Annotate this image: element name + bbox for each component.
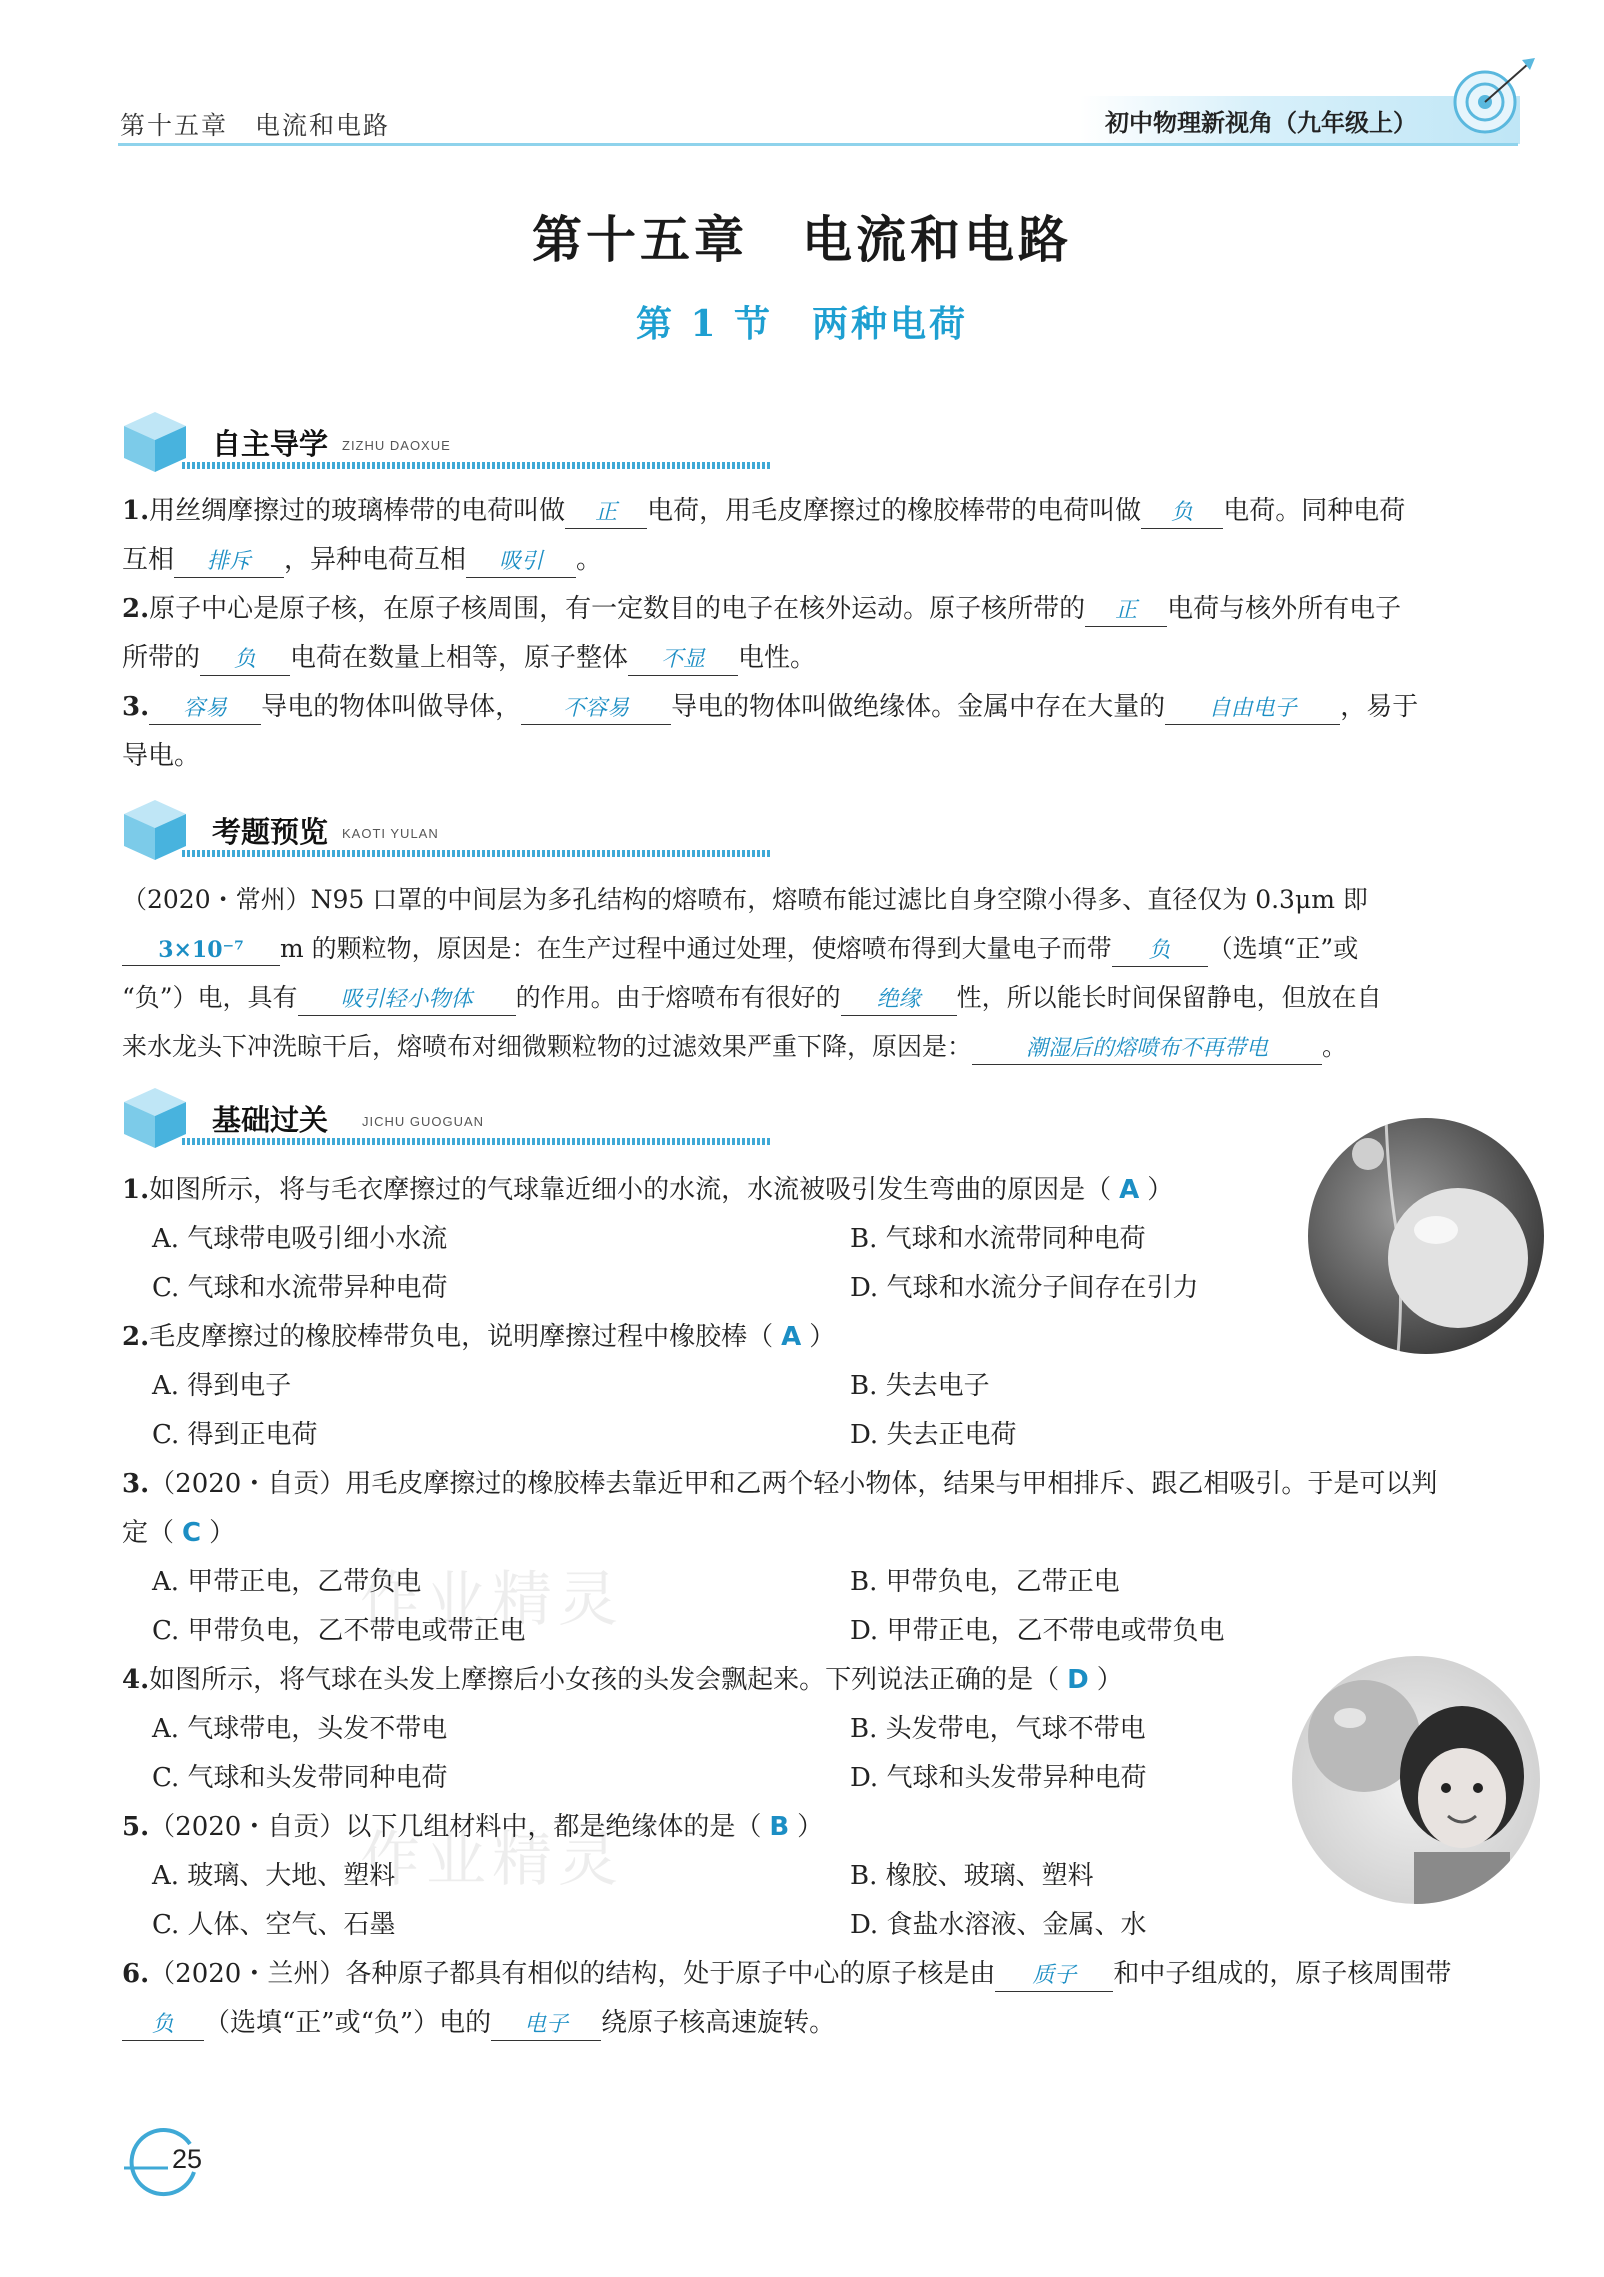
- option-b: B. 甲带负电，乙带正电: [850, 1567, 1120, 1597]
- question-number: 1.: [122, 496, 150, 526]
- section-heading-pinyin: JICHU GUOGUAN: [362, 1114, 485, 1129]
- question-text: 电性。: [738, 643, 817, 673]
- target-logo-icon: [1440, 52, 1540, 152]
- option-c: C. 气球和水流带异种电荷: [152, 1273, 448, 1303]
- section-heading-text: 基础过关: [212, 1103, 329, 1137]
- option-a: A. 气球带电吸引细小水流: [152, 1224, 448, 1254]
- question-text: ）: [809, 1322, 836, 1352]
- zizhu-q3-line2: [122, 739, 200, 773]
- answer-blank: 正: [1085, 596, 1167, 627]
- section-heading-text: 自主导学: [212, 427, 329, 461]
- answer-blank: 负: [122, 2010, 204, 2041]
- zizhu-q1-line2: [122, 543, 602, 578]
- answer-blank: 负: [1141, 498, 1223, 529]
- question-text: 导电的物体叫做导体，: [261, 692, 522, 722]
- question-text: （选填“正”或: [1207, 934, 1359, 963]
- question-text: （选填“正”或“负”）电的: [204, 2008, 492, 2038]
- question-text: 绕原子核高速旋转。: [601, 2008, 836, 2038]
- choice-answer: B: [769, 1812, 790, 1842]
- answer-blank: 容易: [149, 694, 261, 725]
- question-text: 所带的: [122, 643, 201, 673]
- running-chapter-title: 第十五章 电流和电路: [120, 111, 391, 140]
- jichu-q6-line1: [122, 1957, 1451, 1992]
- question-text: 如图所示，将气球在头发上摩擦后小女孩的头发会飘起来。下列说法正确的是（: [149, 1665, 1060, 1695]
- jichu-q6-line2: [122, 2006, 835, 2041]
- question-text: 和中子组成的，原子核周围带: [1113, 1959, 1452, 1989]
- answer-blank: 不显: [628, 645, 738, 676]
- question-text: 电荷在数量上相等，原子整体: [290, 643, 629, 673]
- choice-answer: A: [1119, 1175, 1140, 1205]
- section-title: 第 1 节 两种电荷: [635, 303, 969, 345]
- question-text: ）: [1096, 1665, 1123, 1695]
- kaoti-line3: [122, 981, 1382, 1016]
- option-b: B. 头发带电，气球不带电: [850, 1714, 1146, 1744]
- option-c: C. 得到正电荷: [152, 1420, 318, 1450]
- choice-answer: C: [182, 1518, 202, 1548]
- question-text: 毛皮摩擦过的橡胶棒带负电，说明摩擦过程中橡胶棒（: [149, 1322, 774, 1352]
- section-heading-pinyin: KAOTI YULAN: [342, 826, 439, 841]
- option-d: D. 甲带正电，乙不带电或带负电: [850, 1616, 1225, 1646]
- question-text: ）: [209, 1518, 236, 1548]
- section-heading-text: 考题预览: [212, 815, 329, 849]
- balloon-water-photo: [1308, 1118, 1544, 1354]
- question-number: 1.: [122, 1175, 150, 1205]
- zizhu-q2-line2: [122, 641, 816, 676]
- question-text: “负”）电，具有: [122, 983, 298, 1012]
- question-number: 3.: [122, 692, 150, 722]
- option-d: D. 失去正电荷: [850, 1420, 1017, 1450]
- watermark: 作业精灵: [360, 1565, 624, 1635]
- chapter-title: 第十五章 电流和电路: [532, 210, 1072, 269]
- answer-blank: 3×10⁻⁷: [122, 935, 280, 966]
- girl-balloon-photo: [1292, 1656, 1540, 1904]
- answer-blank: 负: [1112, 936, 1208, 967]
- option-d: D. 食盐水溶液、金属、水: [850, 1910, 1147, 1940]
- answer-blank: 排斥: [174, 547, 284, 578]
- question-text: 互相: [122, 545, 175, 575]
- question-text: ）: [797, 1812, 824, 1842]
- zizhu-q2-line1: [122, 592, 1401, 627]
- answer-blank: 自由电子: [1165, 694, 1340, 725]
- kaoti-line2: [122, 932, 1358, 967]
- question-text: ，异种电荷互相: [284, 545, 467, 575]
- cube-icon: [120, 796, 190, 862]
- jichu-q2-stem: [122, 1320, 835, 1354]
- answer-blank: 不容易: [521, 694, 671, 725]
- question-text: 导电。: [122, 741, 201, 771]
- question-text: （2020・兰州）各种原子都具有相似的结构，处于原子中心的原子核是由: [149, 1959, 996, 1989]
- question-number: 3.: [122, 1469, 150, 1499]
- answer-blank: 吸引: [466, 547, 576, 578]
- question-number: 5.: [122, 1812, 150, 1842]
- balloon-icon: [1308, 1118, 1544, 1354]
- choice-answer: D: [1067, 1665, 1089, 1695]
- section-heading-jichu: [120, 1084, 770, 1154]
- option-c: C. 人体、空气、石墨: [152, 1910, 396, 1940]
- question-text: 来水龙头下冲洗晾干后，熔喷布对细微颗粒物的过滤效果严重下降，原因是：: [122, 1032, 973, 1061]
- question-number: 4.: [122, 1665, 150, 1695]
- section-underline: [182, 1138, 772, 1145]
- answer-blank: 潮湿后的熔喷布不再带电: [972, 1034, 1322, 1065]
- option-b: B. 失去电子: [850, 1371, 990, 1401]
- jichu-q3-stem2: [122, 1516, 235, 1550]
- section-heading-kaoti: [120, 796, 770, 866]
- question-text: 的作用。由于熔喷布有很好的: [515, 983, 841, 1012]
- answer-blank: 绝缘: [841, 985, 957, 1016]
- answer-blank: 质子: [995, 1961, 1113, 1992]
- question-text: ，易于: [1340, 692, 1419, 722]
- question-text: 电荷，用毛皮摩擦过的橡胶棒带的电荷叫做: [647, 496, 1142, 526]
- kaoti-line1: [122, 883, 1368, 917]
- zizhu-q3-line1: [122, 690, 1418, 725]
- option-b: B. 橡胶、玻璃、塑料: [850, 1861, 1094, 1891]
- watermark: 作业精灵: [360, 1825, 624, 1895]
- option-a: A. 得到电子: [152, 1371, 292, 1401]
- question-number: 2.: [122, 1322, 150, 1352]
- question-number: 2.: [122, 594, 150, 624]
- question-text: 。: [576, 545, 603, 575]
- question-text: （2020・自贡）用毛皮摩擦过的橡胶棒去靠近甲和乙两个轻小物体，结果与甲相排斥、跟乙相吸引。于是可以判: [149, 1469, 1438, 1499]
- section-heading-pinyin: ZIZHU DAOXUE: [342, 438, 451, 453]
- book-title: 初中物理新视角（九年级上）: [1105, 109, 1417, 137]
- question-text: （2020・常州）N95 口罩的中间层为多孔结构的熔喷布，熔喷布能过滤比自身空隙小得多、直径仅为 0.3μm 即: [122, 885, 1368, 914]
- option-a: A. 玻璃、大地、塑料: [152, 1861, 396, 1891]
- answer-blank: 负: [200, 645, 290, 676]
- answer-blank: 吸引轻小物体: [298, 985, 516, 1016]
- question-text: 电荷。同种电荷: [1223, 496, 1406, 526]
- question-text: 如图所示，将与毛衣摩擦过的气球靠近细小的水流，水流被吸引发生弯曲的原因是（: [149, 1175, 1112, 1205]
- choice-answer: A: [781, 1322, 802, 1352]
- question-text: ）: [1147, 1175, 1174, 1205]
- question-text: 用丝绸摩擦过的玻璃棒带的电荷叫做: [149, 496, 566, 526]
- jichu-q1-stem: [122, 1173, 1173, 1207]
- jichu-q4-stem: [122, 1663, 1123, 1697]
- option-a: A. 甲带正电，乙带负电: [152, 1567, 422, 1597]
- question-number: 6.: [122, 1959, 150, 1989]
- question-text: m 的颗粒物，原因是：在生产过程中通过处理，使熔喷布得到大量电子而带: [280, 934, 1112, 963]
- option-d: D. 气球和水流分子间存在引力: [850, 1273, 1199, 1303]
- answer-blank: 电子: [491, 2010, 601, 2041]
- jichu-q3-stem: [122, 1467, 1437, 1501]
- question-text: 定（: [122, 1518, 175, 1548]
- section-underline: [182, 462, 772, 469]
- question-text: 电荷与核外所有电子: [1167, 594, 1402, 624]
- answer-blank: 正: [565, 498, 647, 529]
- section-heading-zizhu: [120, 408, 770, 478]
- question-text: 原子中心是原子核，在原子核周围，有一定数目的电子在核外运动。原子核所带的: [149, 594, 1086, 624]
- section-underline: [182, 850, 772, 857]
- option-b: B. 气球和水流带同种电荷: [850, 1224, 1146, 1254]
- girl-with-balloon-icon: [1292, 1656, 1540, 1904]
- question-text: 。: [1322, 1032, 1348, 1061]
- cube-icon: [120, 408, 190, 474]
- page-number: 25: [172, 2144, 203, 2174]
- question-text: 导电的物体叫做绝缘体。金属中存在大量的: [671, 692, 1166, 722]
- zizhu-q1-line1: [122, 494, 1405, 529]
- cube-icon: [120, 1084, 190, 1150]
- kaoti-line4: [122, 1030, 1347, 1065]
- header-rule: [118, 143, 1518, 146]
- option-a: A. 气球带电，头发不带电: [152, 1714, 448, 1744]
- option-d: D. 气球和头发带异种电荷: [850, 1763, 1147, 1793]
- question-text: （2020・自贡）以下几组材料中，都是绝缘体的是（: [149, 1812, 762, 1842]
- option-c: C. 甲带负电，乙不带电或带正电: [152, 1616, 526, 1646]
- question-text: 性，所以能长时间保留静电，但放在自: [956, 983, 1382, 1012]
- option-c: C. 气球和头发带同种电荷: [152, 1763, 448, 1793]
